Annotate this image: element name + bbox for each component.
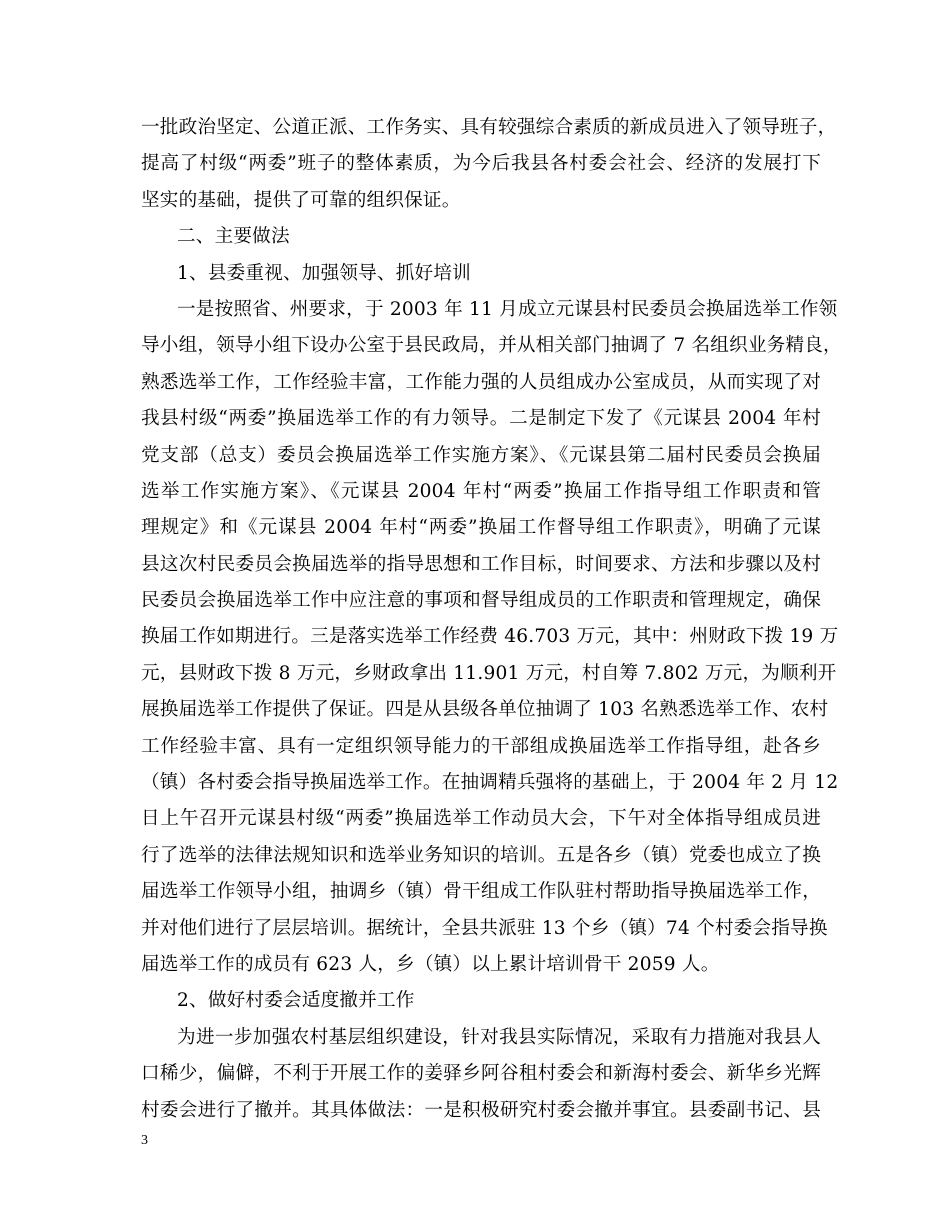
text-line: 一批政治坚定、公道正派、工作务实、具有较强综合素质的新成员进入了领导班子， bbox=[141, 117, 837, 138]
text-line: 县这次村民委员会换届选举的指导思想和工作目标，时间要求、方法和步骤以及村 bbox=[141, 553, 821, 575]
text-line: 二、主要做法 bbox=[177, 226, 290, 248]
text-line: 行了选举的法律法规知识和选举业务知识的培训。五是各乡（镇）党委也成立了换 bbox=[141, 844, 821, 866]
text-line: 一是按照省、州要求，于 2003 年 11 月成立元谋县村民委员会换届选举工作领 bbox=[177, 298, 838, 320]
text-line: 届选举工作领导小组，抽调乡（镇）骨干组成工作队驻村帮助指导换届选举工作， bbox=[141, 881, 821, 903]
text-line: 并对他们进行了层层培训。据统计，全县共派驻 13 个乡（镇）74 个村委会指导换 bbox=[141, 917, 828, 939]
text-line: 换届工作如期进行。三是落实选举工作经费 46.703 万元，其中：州财政下拨 19 万 bbox=[141, 626, 839, 648]
text-line: 坚实的基础，提供了可靠的组织保证。 bbox=[141, 189, 461, 211]
text-line: 我县村级“两委”换届选举工作的有力领导。二是制定下发了《元谋县 2004 年村 bbox=[141, 408, 821, 430]
page-number: 3 bbox=[141, 1133, 148, 1148]
text-line: 工作经验丰富、具有一定组织领导能力的干部组成换届选举工作指导组，赴各乡 bbox=[141, 735, 821, 757]
body-text bbox=[141, 110, 842, 1129]
text-line: 2、做好村委会适度撤并工作 bbox=[177, 990, 415, 1012]
text-line: 选举工作实施方案》、《元谋县 2004 年村“两委”换届工作指导组工作职责和管 bbox=[141, 480, 821, 502]
text-line: 元，县财政下拨 8 万元，乡财政拿出 11.901 万元，村自筹 7.802 万元，为顺利开 bbox=[141, 662, 837, 684]
text-line: 党支部（总支）委员会换届选举工作实施方案》、《元谋县第二届村民委员会换届 bbox=[141, 444, 821, 466]
text-line: 提高了村级“两委”班子的整体素质，为今后我县各村委会社会、经济的发展打下 bbox=[141, 153, 821, 175]
text-line: 口稀少，偏僻，不利于开展工作的姜驿乡阿谷租村委会和新海村委会、新华乡光辉 bbox=[141, 1063, 821, 1085]
text-line: 为进一步加强农村基层组织建设，针对我县实际情况，采取有力措施对我县人 bbox=[177, 1026, 821, 1048]
text-line: 展换届选举工作提供了保证。四是从县级各单位抽调了 103 名熟悉选举工作、农村 bbox=[141, 699, 829, 721]
text-line: 届选举工作的成员有 623 人，乡（镇）以上累计培训骨干 2059 人。 bbox=[141, 953, 720, 975]
text-line: 导小组，领导小组下设办公室于县民政局，并从相关部门抽调了 7 名组织业务精良， bbox=[141, 335, 842, 357]
text-line: 民委员会换届选举工作中应注意的事项和督导组成员的工作职责和管理规定，确保 bbox=[141, 590, 821, 612]
text-line: （镇）各村委会指导换届选举工作。在抽调精兵强将的基础上，于 2004 年 2 月 12 bbox=[141, 772, 839, 794]
text-line: 村委会进行了撤并。其具体做法：一是积极研究村委会撤并事宜。县委副书记、县 bbox=[141, 1099, 821, 1121]
text-line: 1、县委重视、加强领导、抓好培训 bbox=[177, 262, 471, 284]
text-line: 日上午召开元谋县村级“两委”换届选举工作动员大会，下午对全体指导组成员进 bbox=[141, 808, 821, 830]
text-line: 理规定》和《元谋县 2004 年村“两委”换届工作督导组工作职责》，明确了元谋 bbox=[141, 517, 821, 539]
text-line: 熟悉选举工作，工作经验丰富，工作能力强的人员组成办公室成员，从而实现了对 bbox=[141, 371, 821, 393]
